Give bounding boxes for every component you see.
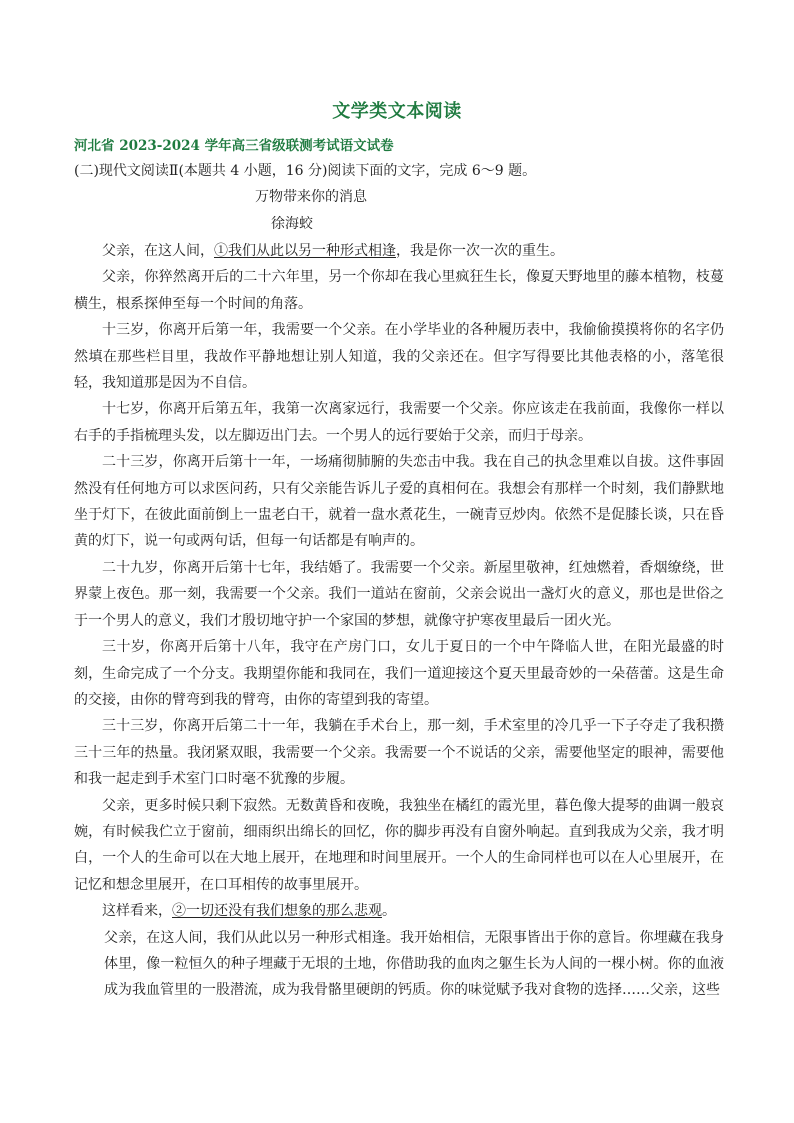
paragraph-11: 父亲，在这人间，我们从此以另一种形式相逢。我开始相信，无限事皆出于你的意旨。你埋藏在我身体里，像一粒恒久的种子埋藏于无垠的土地，你借助我的血肉之躯生长为人间的一棵小树。你的血液成为我血管里的一股潜流，成为我骨骼里硬朗的钙质。你的味觉赋予我对食物的选择……父亲，这些 bbox=[104, 929, 724, 999]
question-intro: (二)现代文阅读Ⅱ(本题共 4 小题，16 分)阅读下面的文字，完成 6～9 题。 bbox=[74, 163, 537, 179]
paragraph-7: 三十岁，你离开后第十八年，我守在产房门口，女儿于夏日的一个中午降临人世，在阳光最盛的时刻，生命完成了一个分支。我期望你能和我同在，我们一道迎接这个夏天里最奇妙的一朵蓓蕾。这是生命的交接，由你的臂弯到我的臂弯，由你的寄望到我的寄望。 bbox=[74, 639, 724, 708]
paragraph-1 bbox=[74, 238, 724, 264]
paragraph-8: 三十三岁，你离开后第二十一年，我躺在手术台上，那一刻，手术室里的冷几乎一下子夺走了我积攒三十三年的热量。我闭紧双眼，我需要一个父亲。我需要一个不说话的父亲，需要他坚定的眼神，需要他和我一起走到手术室门口时毫不犹豫的步履。 bbox=[74, 718, 724, 788]
underlined-sentence-1: ①我们从此以另一种形式相逢 bbox=[214, 243, 396, 259]
paragraph-1-tail: ，我是你一次一次的重生。 bbox=[396, 243, 564, 259]
document-title: 文学类文本阅读 bbox=[332, 101, 462, 122]
exam-source: 河北省 2023-2024 学年高三省级联测考试语文试卷 bbox=[74, 138, 394, 154]
essay-title: 万物带来你的消息 bbox=[255, 189, 367, 205]
paragraph-10 bbox=[74, 898, 724, 924]
underlined-sentence-2: ②一切还没有我们想象的那么悲观 bbox=[172, 903, 382, 920]
paragraph-3: 十三岁，你离开后第一年，我需要一个父亲。在小学毕业的各种履历表中，我偷偷摸摸将你的名字仍然填在那些栏目里，我故作平静地想让别人知道，我的父亲还在。但字写得要比其他表格的小，落笔很轻，我知道那是因为不自信。 bbox=[74, 322, 724, 392]
paragraph-10-tail: 。 bbox=[382, 903, 396, 920]
paragraph-1-lead: 父亲，在这人间， bbox=[102, 243, 214, 259]
essay-body bbox=[74, 238, 724, 1004]
paragraph-5: 二十三岁，你离开后第十一年，一场痛彻肺腑的失恋击中我。我在自己的执念里难以自拔。这件事固然没有任何地方可以求医问药，只有父亲能告诉儿子爱的真相何在。我想会有那样一个时刻，我们静默地坐于灯下，在彼此面前倒上一盅老白干，就着一盘水煮花生，一碗青豆炒肉。依然不是促膝长谈，只在昏黄的灯下，说一句或两句话，但每一句话都是有响声的。 bbox=[74, 454, 724, 550]
paragraph-2: 父亲，你猝然离开后的二十六年里，另一个你却在我心里疯狂生长，像夏天野地里的藤本植物，枝蔓横生，根系探伸至每一个时间的角落。 bbox=[74, 269, 724, 312]
paragraph-6: 二十九岁，你离开后第十七年，我结婚了。我需要一个父亲。新屋里敬神，红烛燃着，香烟缭绕，世界蒙上夜色。那一刻，我需要一个父亲。我们一道站在窗前，父亲会说出一盏灯火的意义，那也是世俗之于一个男人的意义，我们才殷切地守护一个家国的梦想，就像守护寒夜里最后一团火光。 bbox=[74, 559, 724, 629]
paragraph-4: 十七岁，你离开后第五年，我第一次离家远行，我需要一个父亲。你应该走在我前面，我像你一样以右手的手指梳理头发，以左脚迈出门去。一个男人的远行要始于父亲，而归于母亲。 bbox=[74, 401, 724, 444]
essay-author: 徐海蛟 bbox=[271, 216, 313, 232]
paragraph-9: 父亲，更多时候只剩下寂然。无数黄昏和夜晚，我独坐在橘红的霞光里，暮色像大提琴的曲调一般哀婉，有时候我伫立于窗前，细雨织出绵长的回忆，你的脚步再没有自窗外响起。直到我成为父亲，我才明白，一个人的生命可以在大地上展开，在地理和时间里展开。一个人的生命同样也可以在人心里展开，在记忆和想念里展开，在口耳相传的故事里展开。 bbox=[74, 797, 724, 893]
paragraph-10-lead: 这样看来， bbox=[102, 903, 172, 920]
